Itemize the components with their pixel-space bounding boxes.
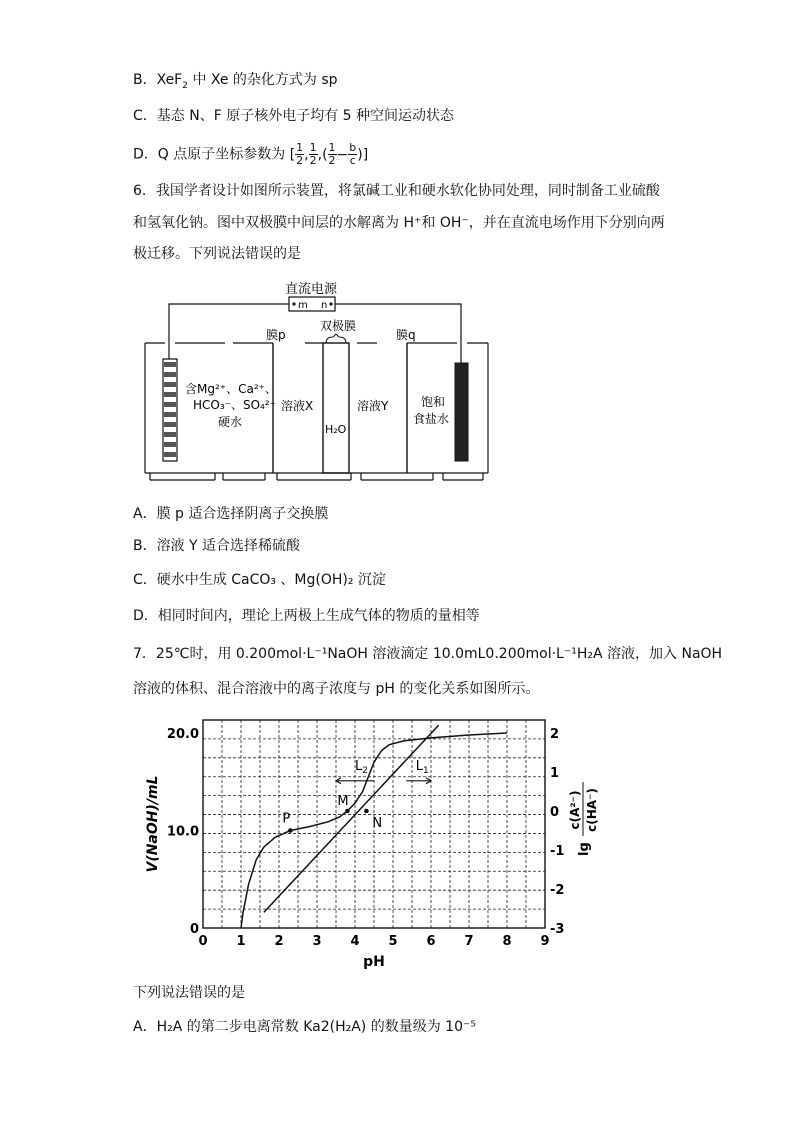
power-supply-box xyxy=(289,297,335,311)
q6-stem-line-2: 和氢氧化钠。图中双极膜中间层的水解离为 H⁺和 OH⁻，并在直流电场作用下分别向两 xyxy=(133,215,665,231)
q6-stem-line-1: 6．我国学者设计如图所示装置，将氯碱工业和硬水软化协同处理，同时制备工业硫酸 xyxy=(133,183,660,199)
bipolar-membrane-label: 双极膜 xyxy=(320,319,357,333)
q5-option-d xyxy=(133,142,368,167)
y2-tick-label: 1 xyxy=(550,766,560,781)
right-electrode xyxy=(455,363,468,461)
solution-x-label: 溶液X xyxy=(281,399,314,413)
terminal-m-dot xyxy=(292,302,295,305)
solution-y-label: 溶液Y xyxy=(357,399,389,413)
x-tick-label: 4 xyxy=(350,934,360,949)
x-axis-label: pH xyxy=(363,954,385,970)
x-tick-label: 0 xyxy=(198,934,208,949)
point-p xyxy=(288,828,293,833)
y-tick-label: 10.0 xyxy=(166,824,199,840)
chart-ticks xyxy=(167,727,565,949)
left-compartment-ions-2: HCO₃⁻、SO₄²⁻ xyxy=(193,398,277,412)
option-prefix: B． xyxy=(133,72,157,88)
y-tick-label: 20.0 xyxy=(166,727,199,742)
y2-tick-label: 0 xyxy=(550,805,560,820)
left-compartment-hard-water: 硬水 xyxy=(218,415,243,429)
option-text: 中 Xe 的杂化方式为 sp xyxy=(192,72,338,88)
q6-stem-line-3: 极迁移。下列说法错误的是 xyxy=(133,246,301,262)
terminal-n-label: n xyxy=(321,300,328,311)
y2-label-numerator: c(A²⁻) xyxy=(568,790,582,830)
x-tick-label: 3 xyxy=(312,934,322,949)
right-compartment-line-1: 饱和 xyxy=(421,395,446,409)
y2-tick-label: -1 xyxy=(550,844,565,859)
y-axis-label: V(NaOH)/mL xyxy=(145,775,161,873)
x-tick-label: 9 xyxy=(540,934,550,949)
x-tick-label: 5 xyxy=(388,934,398,949)
subscript: 2 xyxy=(182,80,188,91)
point-label-m: M xyxy=(337,794,349,809)
power-supply-label: 直流电源 xyxy=(285,282,338,297)
q7-prompt: 下列说法错误的是 xyxy=(133,985,245,1001)
membrane-p-label: 膜p xyxy=(266,328,286,342)
y-tick-label: 0 xyxy=(189,922,199,937)
q5-option-c: C．基态 N、F 原子核外电子均有 5 种空间运动状态 xyxy=(133,108,455,124)
q7-stem-line-1: 7．25℃时，用 0.200mol·L⁻¹NaOH 溶液滴定 10.0mL0.200mol·L⁻¹H₂A 溶液，加入 NaOH xyxy=(133,646,723,662)
point-label-p: P xyxy=(282,811,291,827)
water-label: H₂O xyxy=(325,423,347,436)
terminal-m-label: m xyxy=(298,300,308,311)
q7-option-a: A．H₂A 的第二步电离常数 Ka2(H₂A) 的数量级为 10⁻⁵ xyxy=(133,1019,476,1035)
right-compartment-line-2: 食盐水 xyxy=(413,412,450,426)
x-tick-label: 7 xyxy=(464,934,474,949)
x-tick-label: 2 xyxy=(274,934,284,949)
titration-chart xyxy=(135,715,599,975)
series-label-l1: $L_1$ xyxy=(415,759,429,777)
electrolysis-apparatus-diagram xyxy=(145,277,490,492)
point-n xyxy=(364,809,369,814)
y2-tick-label: 2 xyxy=(550,727,560,742)
option-prefix: D．Q 点原子坐标参数为 xyxy=(133,146,286,163)
x-tick-label: 8 xyxy=(502,934,512,949)
q6-option-a: A．膜 p 适合选择阴离子交换膜 xyxy=(133,506,329,522)
formula: XeF xyxy=(156,72,183,88)
q5-option-b xyxy=(133,70,338,96)
y2-label-denominator: c(HA⁻) xyxy=(585,788,599,832)
series-label-l2: $L_2$ xyxy=(355,759,368,777)
q6-option-d: D．相同时间内，理论上两极上生成气体的物质的量相等 xyxy=(133,608,480,624)
point-m xyxy=(345,809,350,814)
bipolar-membrane xyxy=(323,343,349,473)
terminal-n-dot xyxy=(329,302,332,305)
y2-tick-label: -3 xyxy=(550,922,565,937)
membrane-q-label: 膜q xyxy=(396,328,416,342)
q7-stem-line-2: 溶液的体积、混合溶液中的离子浓度与 pH 的变化关系如图所示。 xyxy=(133,681,540,697)
x-tick-label: 1 xyxy=(236,934,246,949)
left-compartment-ions-1: 含Mg²⁺、Ca²⁺、 xyxy=(185,382,277,396)
y2-axis-label xyxy=(568,782,599,856)
y2-label-lg: lg xyxy=(577,842,592,856)
y2-tick-label: -2 xyxy=(550,883,565,898)
x-tick-label: 6 xyxy=(426,934,436,949)
q6-option-b: B．溶液 Y 适合选择稀硫酸 xyxy=(133,538,301,554)
q6-option-c: C．硬水中生成 CaCO₃ 、Mg(OH)₂ 沉淀 xyxy=(133,572,386,588)
coordinate-expression: [ $\frac{1}{2}$ , $\frac{1}{2}$ ,( $\frac{1}{2}$ − $\frac{b}{c}$ )] xyxy=(289,141,369,167)
point-label-n: N xyxy=(372,816,383,831)
